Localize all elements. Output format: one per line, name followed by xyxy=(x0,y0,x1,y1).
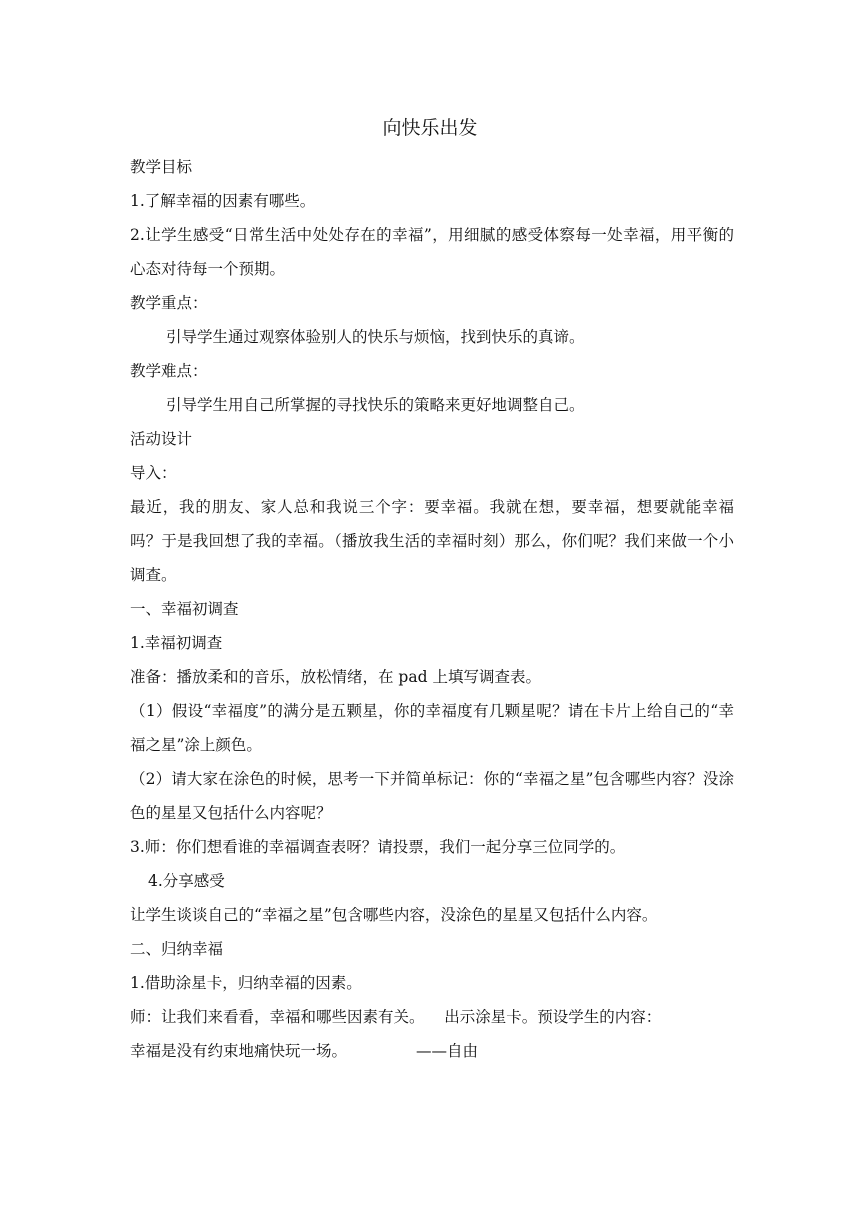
paragraph: 1.了解幸福的因素有哪些。 xyxy=(130,192,316,210)
document-body xyxy=(130,150,734,1068)
paragraph: 准备：播放柔和的音乐，放松情绪，在 pad 上填写调查表。 xyxy=(130,668,541,686)
paragraph: 最近，我的朋友、家人总和我说三个字：要幸福。我就在想，要幸福，想要就能幸福吗？于是我回想了我的幸福。（播放我生活的幸福时刻）那么，你们呢？我们来做一个小调查。 xyxy=(130,498,734,584)
paragraph: 2.让学生感受“日常生活中处处存在的幸福”，用细腻的感受体察每一处幸福，用平衡的心态对待每一个预期。 xyxy=(130,226,734,278)
paragraph: 幸福是没有约束地痛快玩一场。 ——自由 xyxy=(130,1042,478,1060)
paragraph: 活动设计 xyxy=(130,430,193,448)
paragraph: 1.借助涂星卡，归纳幸福的因素。 xyxy=(130,974,362,992)
paragraph: 引导学生用自己所掌握的寻找快乐的策略来更好地调整自己。 xyxy=(166,396,585,414)
document-title: 向快乐出发 xyxy=(382,117,478,139)
paragraph: （1）假设“幸福度”的满分是五颗星，你的幸福度有几颗星呢？请在卡片上给自己的“幸福之星”涂上颜色。 xyxy=(130,702,734,754)
paragraph: （2）请大家在涂色的时候，思考一下并简单标记：你的“幸福之星”包含哪些内容？没涂色的星星又包括什么内容呢？ xyxy=(130,770,734,822)
paragraph: 引导学生通过观察体验别人的快乐与烦恼，找到快乐的真谛。 xyxy=(166,328,585,346)
paragraph: 教学目标 xyxy=(130,158,193,176)
paragraph: 导入： xyxy=(130,464,177,482)
paragraph: 二、归纳幸福 xyxy=(130,940,224,958)
paragraph: 师：让我们来看看，幸福和哪些因素有关。 出示涂星卡。预设学生的内容： xyxy=(130,1008,662,1026)
paragraph: 4.分享感受 xyxy=(148,872,225,890)
paragraph: 让学生谈谈自己的“幸福之星”包含哪些内容，没涂色的星星又包括什么内容。 xyxy=(130,906,658,924)
paragraph: 1.幸福初调查 xyxy=(130,634,223,652)
paragraph: 3.师：你们想看谁的幸福调查表呀？请投票，我们一起分享三位同学的。 xyxy=(130,838,626,856)
paragraph: 教学重点： xyxy=(130,294,208,312)
paragraph: 教学难点： xyxy=(130,362,208,380)
paragraph: 一、幸福初调查 xyxy=(130,600,239,618)
